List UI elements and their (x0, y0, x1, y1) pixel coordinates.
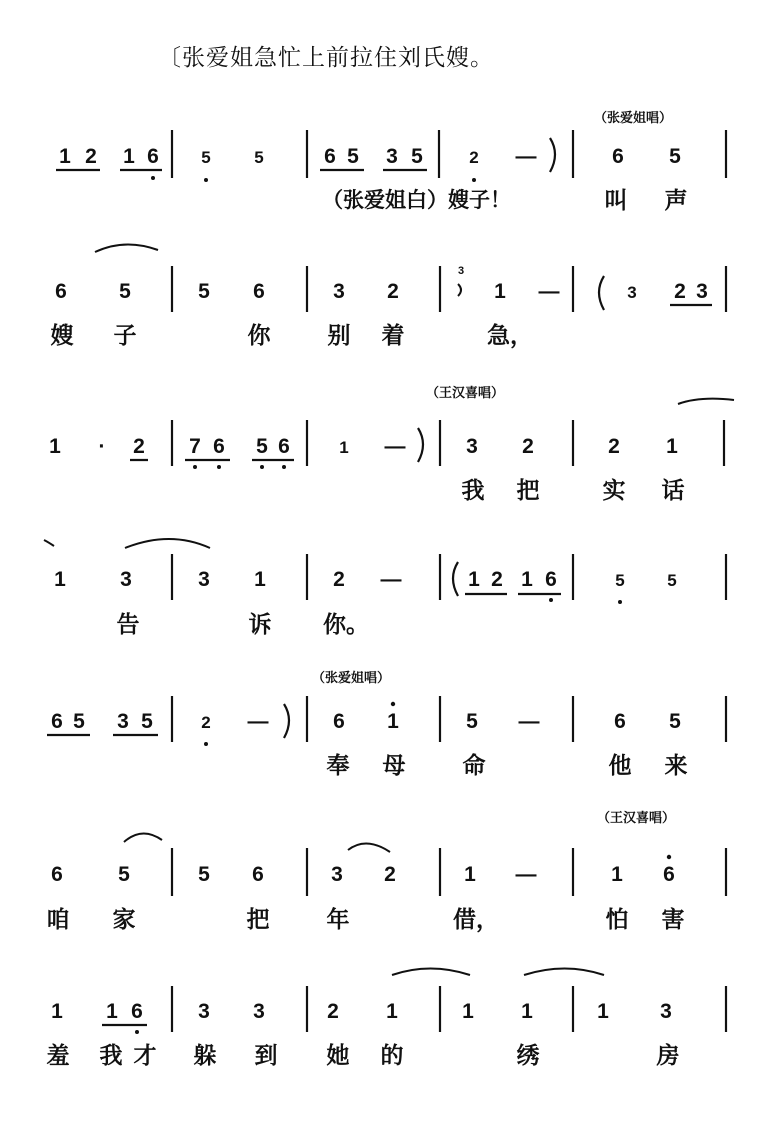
note: 3 (331, 863, 343, 886)
lyric: 绣 (516, 1043, 540, 1069)
note: 3 (627, 283, 637, 302)
note: 1 (521, 1000, 533, 1023)
note: 3 (333, 280, 345, 303)
note: 6 (545, 568, 557, 591)
closing-paren (418, 428, 423, 462)
note: 5 (256, 435, 268, 458)
lyric: 借， (453, 907, 499, 933)
note-dash: — (380, 568, 402, 591)
note: 1 (51, 1000, 63, 1023)
note: 1 (597, 1000, 609, 1023)
low-dot (193, 465, 197, 469)
note: 5 (615, 571, 625, 590)
note: 6 (612, 145, 624, 168)
note-dash: — (538, 280, 560, 303)
note: 1 (54, 568, 66, 591)
lyric: 害 (661, 907, 685, 933)
lyric: 叫 (604, 188, 628, 214)
lyric: 到 (254, 1043, 278, 1069)
lyric: 母 (382, 753, 406, 779)
note: 6 (55, 280, 67, 303)
lyric: 把 (246, 907, 270, 933)
lyric: 告 (116, 612, 140, 638)
note: 1 (123, 145, 135, 168)
note-high: 1 (387, 710, 399, 733)
note: 3 (660, 1000, 672, 1023)
ornament (458, 284, 461, 296)
lyric: 奉 (326, 753, 350, 779)
low-dot (549, 598, 553, 602)
note: 3 (696, 280, 708, 303)
note: 3 (386, 145, 398, 168)
lyric: 着 (381, 323, 405, 349)
role-label-wang-2: （王汉喜唱） (597, 811, 676, 826)
low-dot (618, 600, 622, 604)
note: 1 (462, 1000, 474, 1023)
stage-direction: 〔张爱姐急忙上前拉住刘氏嫂。 (158, 45, 494, 71)
opening-paren (599, 276, 604, 310)
lyric: 把 (516, 478, 540, 504)
lyric: 怕 (605, 907, 629, 933)
note: 2 (384, 863, 396, 886)
low-dot (135, 1030, 139, 1034)
note: 1 (494, 280, 506, 303)
low-dot (472, 178, 476, 182)
note: 1 (59, 145, 71, 168)
low-dot (204, 178, 208, 182)
note-dash: — (515, 863, 537, 886)
lyric: 子 (113, 323, 137, 349)
note: 1 (254, 568, 266, 591)
lyric: 羞 (46, 1043, 70, 1069)
note: 5 (254, 148, 264, 167)
note: 6 (147, 145, 159, 168)
note: 5 (73, 710, 85, 733)
note: 6 (333, 710, 345, 733)
low-dot (217, 465, 221, 469)
note: 6 (252, 863, 264, 886)
note: 3 (198, 1000, 210, 1023)
role-label-wang-1: （王汉喜唱） (426, 386, 505, 401)
lyric: 躲 (193, 1043, 217, 1069)
low-dot (151, 176, 155, 180)
note: 5 (667, 571, 677, 590)
lyric: 我 (99, 1043, 123, 1069)
note: 2 (608, 435, 620, 458)
note: 5 (669, 145, 681, 168)
note: 2 (491, 568, 503, 591)
note: 6 (131, 1000, 143, 1023)
note: 6 (614, 710, 626, 733)
high-dot (667, 855, 671, 859)
note: 2 (333, 568, 345, 591)
lyric: 才 (133, 1043, 157, 1069)
note-dash: — (515, 145, 537, 168)
note: 2 (522, 435, 534, 458)
note: 6 (213, 435, 225, 458)
note: 5 (198, 280, 210, 303)
note: 3 (120, 568, 132, 591)
note: 2 (201, 713, 211, 732)
note: 6 (324, 145, 336, 168)
note: 2 (327, 1000, 339, 1023)
lyric: 他 (608, 753, 632, 779)
note: 1 (464, 863, 476, 886)
slur (95, 244, 158, 252)
low-dot (260, 465, 264, 469)
note: 1 (339, 438, 349, 457)
role-label-zhang-1: （张爱姐唱） (594, 111, 673, 126)
lyric: 声 (664, 188, 688, 214)
note: 7 (189, 435, 201, 458)
opening-paren (453, 562, 458, 596)
lyric: 她 (326, 1043, 350, 1069)
note: 3 (466, 435, 478, 458)
note: 6 (278, 435, 290, 458)
note: 1 (106, 1000, 118, 1023)
slur (124, 833, 162, 842)
lyric: 话 (661, 478, 685, 504)
note: 1 (386, 1000, 398, 1023)
note: 1 (666, 435, 678, 458)
lyric: 房 (656, 1043, 680, 1069)
note: 5 (411, 145, 423, 168)
note: 1 (49, 435, 61, 458)
note: 1 (521, 568, 533, 591)
lyric: 家 (112, 907, 136, 933)
slur (678, 399, 734, 404)
note: 5 (201, 148, 211, 167)
note: 2 (85, 145, 97, 168)
lyric: 我 (461, 478, 485, 504)
note: 5 (198, 863, 210, 886)
lyric: 实 (602, 478, 626, 504)
note: 6 (51, 863, 63, 886)
note: 3 (253, 1000, 265, 1023)
note: 1 (611, 863, 623, 886)
slur (524, 969, 604, 976)
note: 5 (347, 145, 359, 168)
lyric: 你。 (323, 612, 369, 638)
note-dash: — (247, 710, 269, 733)
note: 3 (117, 710, 129, 733)
low-dot (204, 742, 208, 746)
note: 2 (469, 148, 479, 167)
lyric: 年 (326, 907, 350, 933)
spoken-line: （张爱姐白）嫂子！ (322, 188, 511, 212)
role-label-zhang-2: （张爱姐唱） (312, 671, 391, 686)
note: 1 (468, 568, 480, 591)
note: 5 (669, 710, 681, 733)
lyric: 命 (462, 753, 486, 779)
note: 5 (466, 710, 478, 733)
lyric: 嫂 (50, 323, 74, 349)
note-dash: — (384, 435, 406, 458)
grace-note: 3 (458, 265, 465, 277)
note: 3 (198, 568, 210, 591)
lyric: 你 (247, 323, 271, 349)
lyric: 急， (487, 323, 533, 349)
note-dash: — (518, 710, 540, 733)
high-dot (391, 702, 395, 706)
note-dot: · (98, 435, 106, 458)
closing-paren (284, 704, 289, 738)
lyric: 来 (664, 753, 688, 779)
note: 6 (51, 710, 63, 733)
note: 6 (253, 280, 265, 303)
note: 2 (133, 435, 145, 458)
low-dot (282, 465, 286, 469)
slur (44, 540, 54, 546)
lyric: 诉 (248, 612, 272, 638)
lyric: 别 (327, 323, 351, 349)
note: 5 (119, 280, 131, 303)
lyric: 咱 (46, 907, 70, 933)
note: 5 (141, 710, 153, 733)
note: 5 (118, 863, 130, 886)
slur (348, 843, 390, 852)
note: 6 (663, 863, 675, 886)
lyric: 的 (380, 1043, 404, 1069)
closing-paren (550, 138, 555, 172)
slur (125, 539, 210, 548)
note: 2 (387, 280, 399, 303)
slur (392, 969, 470, 976)
note: 2 (674, 280, 686, 303)
